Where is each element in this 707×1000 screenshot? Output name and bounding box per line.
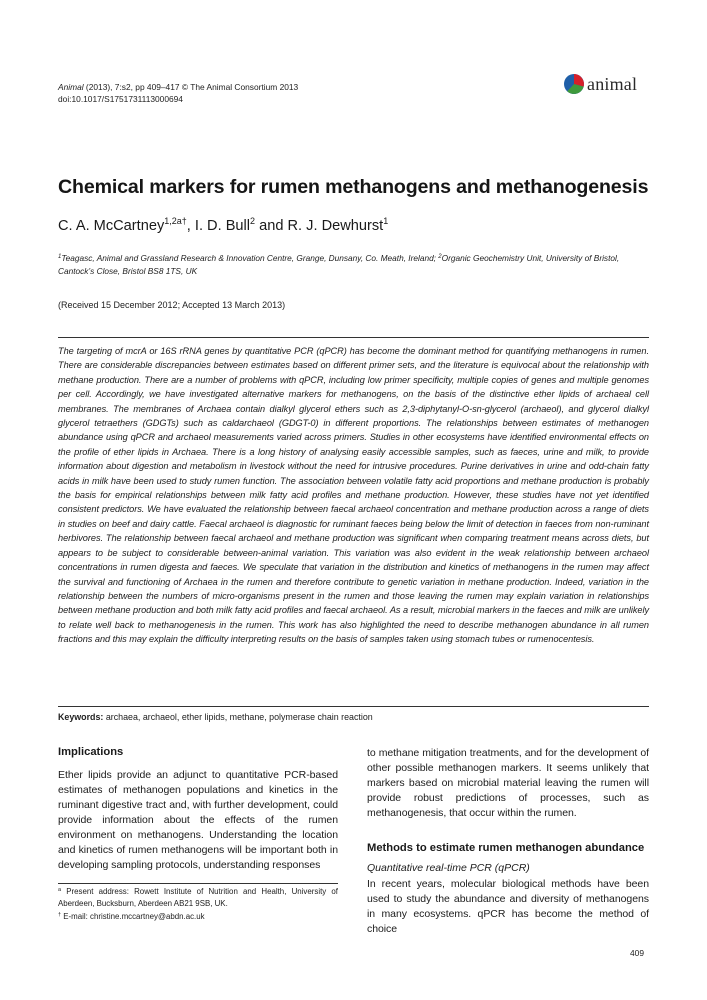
- affil-2: Organic Geochemistry Unit, University of Bristol, Cantock’s Close, Bristol BS8 1TS, UK: [58, 253, 620, 276]
- footnote-rule: [58, 883, 338, 884]
- doi: doi:10.1017/S1751731113000694: [58, 94, 183, 104]
- received-dates: (Received 15 December 2012; Accepted 13 March 2013): [58, 300, 286, 310]
- journal-citation: [58, 81, 298, 105]
- footnote-present-address: [58, 886, 338, 910]
- citation-details: (2013), 7:s2, pp 409–417 © The Animal Consortium 2013: [83, 82, 299, 92]
- footnote-2-text: E-mail: christine.mccartney@abdn.ac.uk: [61, 912, 205, 921]
- qpcr-text: In recent years, molecular biological methods have been used to study the abundance and diversity of methanogens in many ecosystems. qPCR has become the method of choice: [367, 878, 649, 935]
- author-1: C. A. McCartney: [58, 218, 165, 234]
- logo-wordmark: animal: [587, 73, 638, 94]
- author-3: and R. J. Dewhurst: [255, 218, 384, 234]
- author-list: [58, 218, 388, 234]
- author-2-affil: 2: [250, 216, 256, 226]
- keywords: [58, 712, 649, 722]
- article-title: Chemical markers for rumen methanogens and methanogenesis: [58, 176, 649, 198]
- citation-line: [58, 81, 298, 93]
- author-3-affil: 1: [383, 216, 389, 226]
- journal-logo: [563, 73, 637, 95]
- footnote-mark-a: a: [58, 887, 62, 893]
- abstract-bottom-rule: [58, 706, 649, 707]
- implications-text: Ether lipids provide an adjunct to quantitative PCR-based estimates of methanogen populations and kinetics in the ruminant digestive tract and, with further development, could provide information about the effects of the rumen environment on methanogens. Understanding the location and kinetics of rumen methanogens will be important both in developing sampling protocols, understanding responses: [58, 769, 338, 871]
- affil-mark-1: 1: [58, 254, 62, 260]
- footnote-email: [58, 911, 338, 923]
- animal-logo-icon: [563, 73, 585, 95]
- footnote-mark-dagger: †: [58, 912, 62, 918]
- affil-mark-2: 2: [438, 254, 442, 260]
- qpcr-subheading: Quantitative real-time PCR (qPCR): [367, 862, 530, 874]
- implications-heading: Implications: [58, 746, 124, 758]
- abstract: The targeting of mcrA or 16S rRNA genes by quantitative PCR (qPCR) has become the dominant method for quantifying methanogens in rumen. There are considerable discrepancies between estimates based on different primer sets, and the literature is equivocal about the relationship with methane production. There are a number of problems with qPCR, including low primer specificity, multiple copies of genes and multiple genomes per cell. Accordingly, we have investigated alternative markers for methanogens, on the basis of the distinctive ether lipids of archaeal cell membranes. The membranes of Archaea contain dialkyl glycerol ethers such as 2,3-diphytanyl-O-sn-glycerol (archaeol), and glycerol dialkyl glycerol tetraethers (GDGTs) such as caldarchaeol (GDGT-0) in different proportions. The relationships between estimates of methanogen abundance using qPCR and archaeol measurements varied across primers. Studies in other ecosystems have identified environmental effects on the profile of ether lipids in Archaea. There is a long history of analysing easily accessible samples, such as faeces, urine and milk, to provide information about digestion and metabolism in livestock without the need for intrusive procedures. Purine derivatives in urine and odd-chain fatty acids in milk have been used to study rumen function. The association between volatile fatty acid proportions and methane production is probably the basis for empirical relationships between milk fatty acid profiles and methane production. However, these studies have not yet identified consistent predictors. We have evaluated the relationship between faecal archaeol concentration and methane production across a range of diets in studies on beef and dairy cattle. Faecal archaeol is diagnostic for ruminant faeces being below the limit of detection in faeces from non-ruminant herbivores. The relationship between faecal archaeol and methane production was significant when comparing treatment means across diets, but appears to be subject to considerable between-animal variation. This variation was also evident in the weak relationship between archaeol concentrations in rumen digesta and faeces. We speculate that variation in the distribution and kinetics of methanogens in the rumen may affect the survival and functioning of Archaea in the rumen and therefore contribute to genetic variation in methane production. Indeed, variation in the relationship between the numbers of micro-organisms present in the rumen and those leaving the rumen may explain variation in relationships between methane production and both milk fatty acid profiles and faecal archaeol. As a result, microbial markers in the faeces and milk are unlikely to relate well back to methanogenesis in the rumen. This work has also highlighted the need to describe methanogen abundance in all rumen fractions and this may explain the difficulty interpreting results on the basis of samples taken using stomach tubes or rumenocentesis.: [58, 346, 649, 645]
- affiliations: [58, 252, 648, 278]
- methods-heading: Methods to estimate rumen methanogen abundance: [367, 842, 645, 854]
- author-1-affil: 1,2a†: [164, 216, 187, 226]
- abstract-top-rule: [58, 337, 649, 338]
- journal-name: Animal: [58, 82, 84, 92]
- author-2: , I. D. Bull: [186, 218, 251, 234]
- keywords-list: archaea, archaeol, ether lipids, methane, polymerase chain reaction: [103, 712, 373, 722]
- implications-continuation: to methane mitigation treatments, and for the development of other possible methanogen markers. It seems unlikely that markers based on microbial material leaving the rumen will provide robust predictions of processes, such as methanogenesis, that occur within the rumen.: [367, 747, 649, 819]
- page-number: 409: [630, 948, 644, 958]
- affil-1: Teagasc, Animal and Grassland Research & Innovation Centre, Grange, Dunsany, Co. Meath, Ireland;: [61, 253, 439, 263]
- footnote-1-text: Present address: Rowett Institute of Nutrition and Health, University of Aberdeen, Bucksburn, Aberdeen AB21 9SB, UK.: [58, 887, 338, 908]
- keywords-label: Keywords:: [58, 712, 104, 722]
